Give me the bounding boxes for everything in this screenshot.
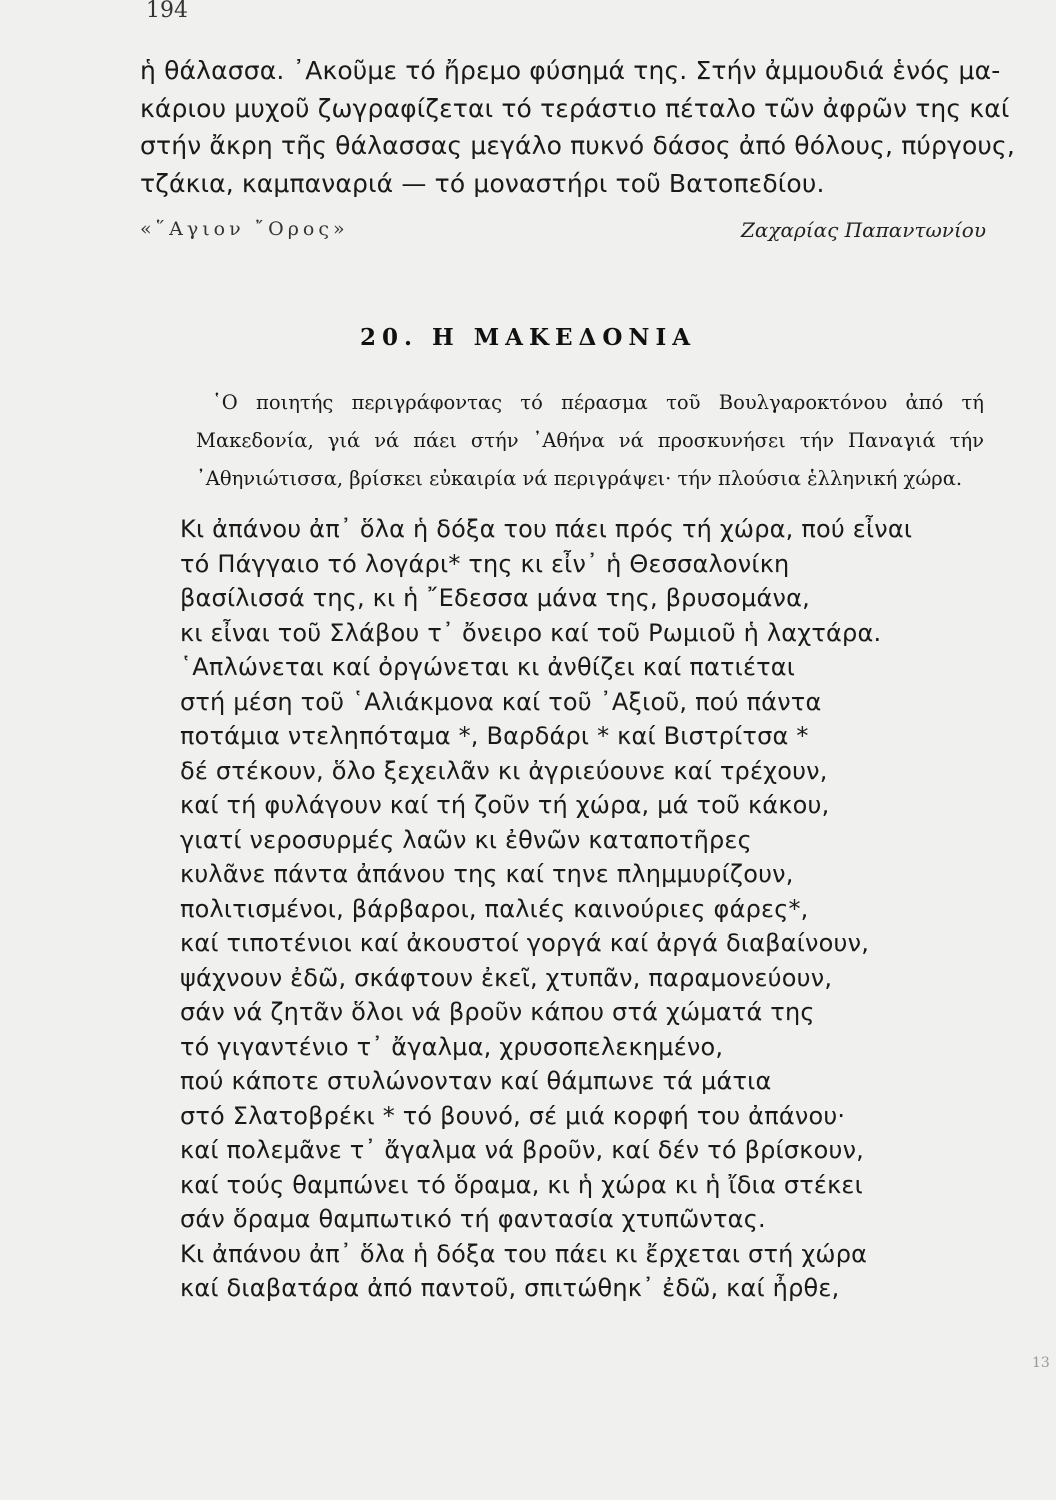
prose-line: τζάκια, καμπαναριά — τό μοναστήρι τοῦ Βατοπεδίου. <box>140 168 825 198</box>
prose-line: στήν ἄκρη τῆς θάλασσας μεγάλο πυκνό δάσος ἀπό θόλους, πύργους, <box>140 131 1015 160</box>
poem-verse: καί τή φυλάγουν καί τή ζοῦν τή χώρα, μά τοῦ κάκου, <box>180 791 830 819</box>
poem-verse: σάν νά ζητᾶν ὅλοι νά βροῦν κάπου στά χώματά της <box>180 998 815 1026</box>
intro-line: Μακεδονία, γιά νά πάει στήν ᾿Αθήνα νά προσκυνήσει τήν Παναγιά τήν <box>196 429 984 452</box>
prose-line: κάριου μυχοῦ ζωγραφίζεται τό τεράστιο πέταλο τῶν ἀφρῶν της καί <box>140 93 1010 123</box>
source-title: «῞Αγιον ῎Ορος» <box>140 218 349 240</box>
bleed-through-margin-mark: 13 <box>1032 1355 1050 1371</box>
poem-verse: στή μέση τοῦ ῾Αλιάκμονα καί τοῦ ᾿Αξιοῦ, πού πάντα <box>180 687 822 716</box>
poem-verse: σάν ὅραμα θαμπωτικό τή φαντασία χτυπῶντας. <box>180 1205 766 1233</box>
poem-verse: δέ στέκουν, ὅλο ξεχειλᾶν κι ἀγριεύουνε καί τρέχουν, <box>180 756 828 785</box>
poem-verse: καί τούς θαμπώνει τό ὅραμα, κι ἡ χώρα κι ἡ ἴδια στέκει <box>180 1170 863 1199</box>
poem-verse: Κι ἀπάνου ἀπ᾿ ὅλα ἡ δόξα του πάει πρός τή χώρα, πού εἶναι <box>180 515 913 543</box>
poem-verse: Κι ἀπάνου ἀπ᾿ ὅλα ἡ δόξα του πάει κι ἔρχεται στή χώρα <box>180 1239 868 1268</box>
prose-paragraph <box>140 52 1015 202</box>
poem-verse: τό γιγαντένιο τ᾿ ἄγαλμα, χρυσοπελεκημένο, <box>180 1032 724 1061</box>
intro-note <box>196 384 984 498</box>
poem-verse: καί πολεμᾶνε τ᾿ ἄγαλμα νά βροῦν, καί δέν τό βρίσκουν, <box>180 1136 865 1164</box>
intro-line: ῾Ο ποιητής περιγράφοντας τό πέρασμα τοῦ Βουλγαροκτόνου ἀπό τή <box>212 391 984 414</box>
page-number: 194 <box>146 0 188 23</box>
source-attribution <box>140 218 986 252</box>
intro-line: ᾿Αθηνιώτισσα, βρίσκει εὐκαιρία νά περιγράψει· τήν πλούσια ἑλληνική χώρα. <box>196 467 963 490</box>
poem-verse: κι εἶναι τοῦ Σλάβου τ᾿ ὄνειρο καί τοῦ Ρωμιοῦ ἡ λαχτάρα. <box>180 618 882 647</box>
poem <box>180 512 986 1306</box>
source-author: Ζαχαρίας Παπαντωνίου <box>740 218 986 242</box>
poem-verse: πολιτισμένοι, βάρβαροι, παλιές καινούριες φάρες*, <box>180 894 809 923</box>
poem-verse: ῾Απλώνεται καί ὀργώνεται κι ἀνθίζει καί πατιέται <box>180 653 796 681</box>
prose-line: ἡ θάλασσα. ᾿Ακοῦμε τό ἤρεμο φύσημά της. Στήν ἀμμουδιά ἑνός μα- <box>140 56 1001 85</box>
section-title: 20. Η ΜΑΚΕΔΟΝΙΑ <box>359 324 697 351</box>
poem-verse: καί διαβατάρα ἀπό παντοῦ, σπιτώθηκ᾿ ἐδῶ, καί ἦρθε, <box>180 1274 840 1302</box>
poem-verse: ψάχνουν ἐδῶ, σκάφτουν ἐκεῖ, χτυπᾶν, παραμονεύουν, <box>180 963 833 992</box>
poem-verse: γιατί νεροσυρμές λαῶν κι ἐθνῶν καταποτῆρες <box>180 825 752 854</box>
poem-verse: πού κάποτε στυλώνονταν καί θάμπωνε τά μάτια <box>180 1067 772 1095</box>
poem-verse: ποτάμια ντεληπόταμα *, Βαρδάρι * καί Βιστρίτσα * <box>180 722 809 750</box>
poem-verse: στό Σλατοβρέκι * τό βουνό, σέ μιά κορφή του ἀπάνου· <box>180 1101 846 1130</box>
poem-verse: καί τιποτένιοι καί ἀκουστοί γοργά καί ἀργά διαβαίνουν, <box>180 929 870 957</box>
poem-verse: κυλᾶνε πάντα ἀπάνου της καί τηνε πλημμυρίζουν, <box>180 860 794 888</box>
poem-verse: τό Πάγγαιο τό λογάρι* της κι εἶν᾿ ἡ Θεσσαλονίκη <box>180 549 790 578</box>
poem-verse: βασίλισσά της, κι ἡ ῎Εδεσσα μάνα της, βρυσομάνα, <box>180 584 810 612</box>
